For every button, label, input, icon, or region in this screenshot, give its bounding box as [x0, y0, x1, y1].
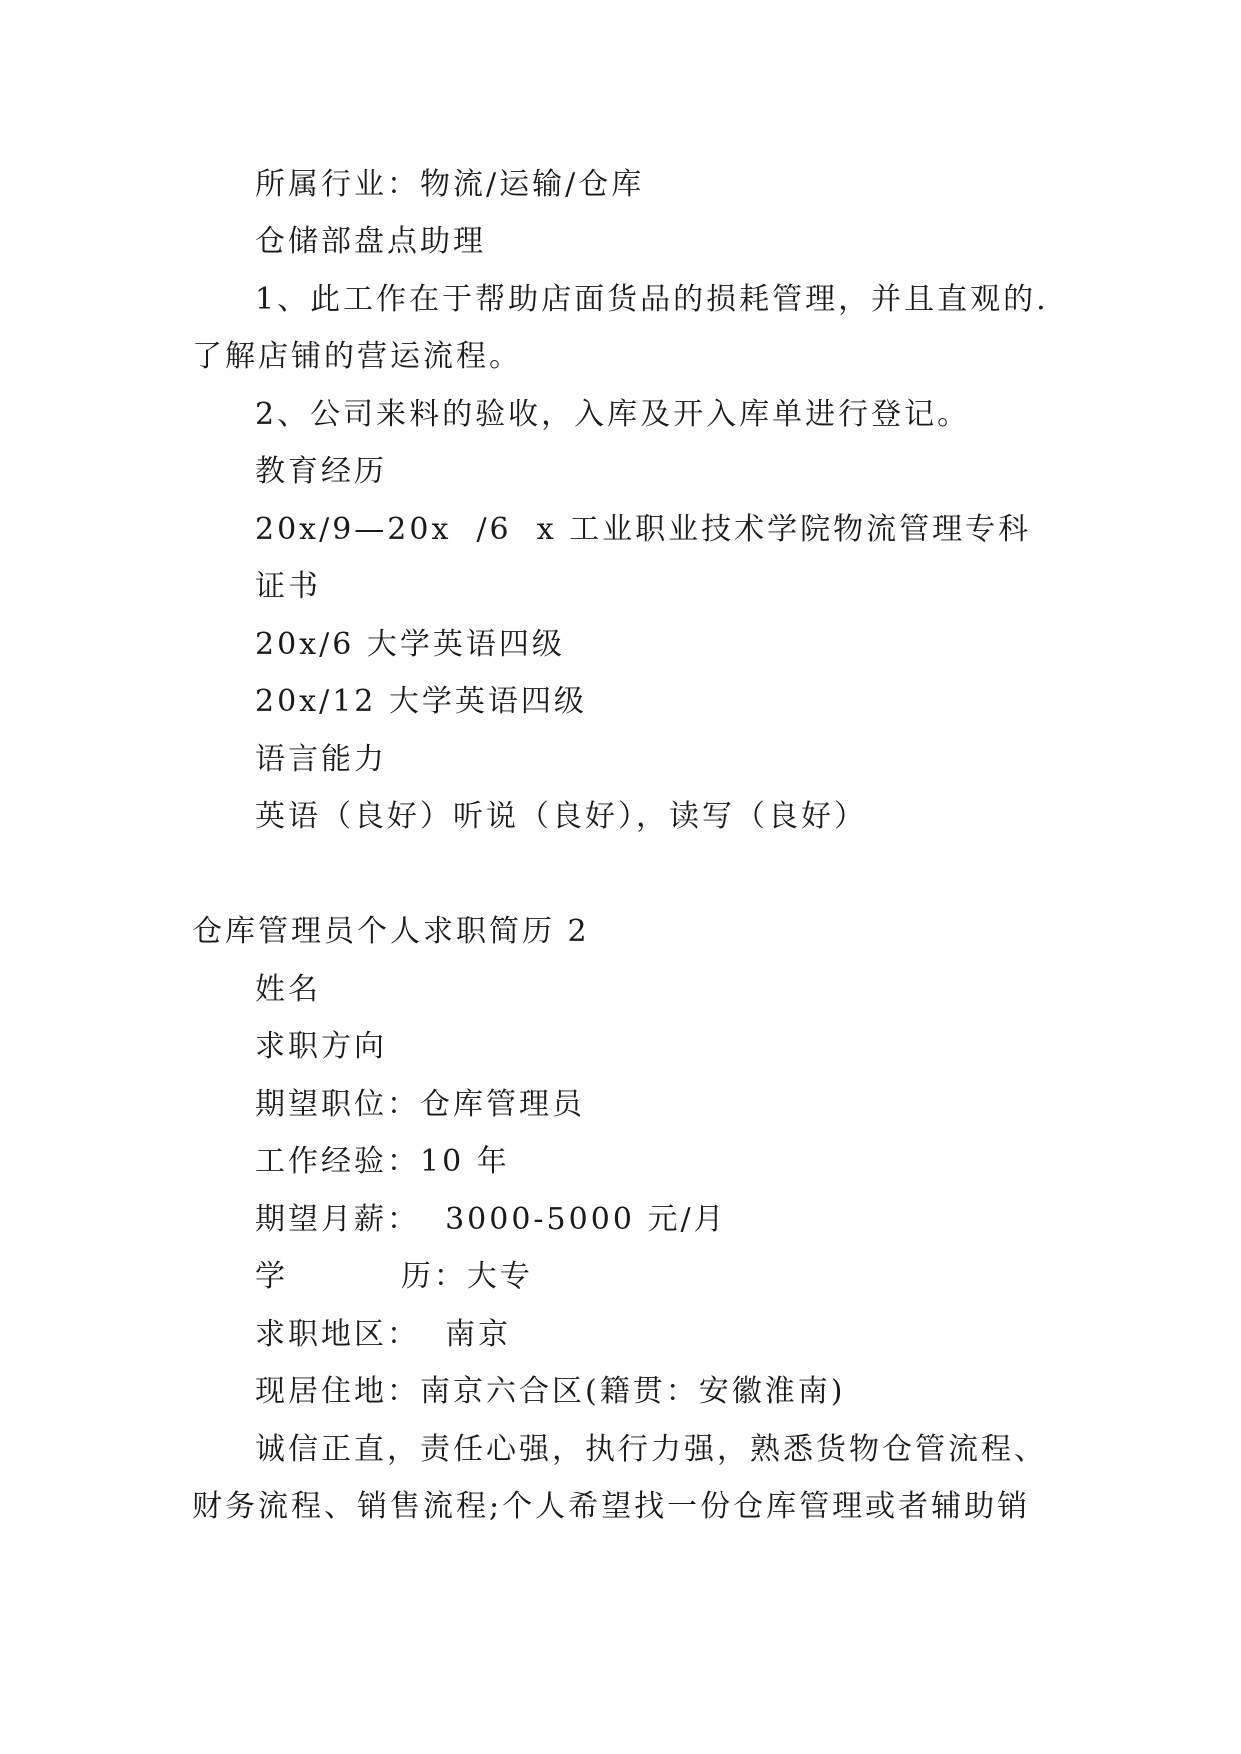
education-heading: 教育经历 [255, 454, 387, 489]
summary-line-1: 诚信正直，责任心强，执行力强，熟悉货物仓管流程、 [255, 1432, 1047, 1467]
summary-line-2: 财务流程、销售流程;个人希望找一份仓库管理或者辅助销 [192, 1489, 1031, 1524]
position-title: 仓储部盘点助理 [255, 224, 486, 259]
certificate-heading: 证书 [255, 569, 321, 604]
resume-2-title: 仓库管理员个人求职简历 2 [192, 914, 590, 949]
duty-1-line-1: 1、此工作在于帮助店面货品的损耗管理，并且直观的. [255, 282, 1049, 317]
certificate-item-2: 20x/12 大学英语四级 [255, 684, 587, 719]
expected-salary: 期望月薪： 3000-5000 元/月 [255, 1202, 727, 1237]
language-heading: 语言能力 [255, 742, 387, 777]
job-region: 求职地区： 南京 [255, 1317, 512, 1352]
duty-2: 2、公司来料的验收，入库及开入库单进行登记。 [255, 397, 971, 432]
job-intent-heading: 求职方向 [255, 1029, 387, 1064]
education-level: 学 历：大专 [255, 1259, 533, 1294]
duty-1-line-2: 了解店铺的营运流程。 [192, 339, 522, 374]
industry-line: 所属行业：物流/运输/仓库 [255, 167, 645, 202]
expected-position: 期望职位：仓库管理员 [255, 1087, 585, 1122]
education-item: 20x/9—20x /6 x 工业职业技术学院物流管理专科 [255, 512, 1032, 547]
name-label: 姓名 [255, 972, 321, 1007]
work-experience: 工作经验：10 年 [255, 1144, 510, 1179]
certificate-item-1: 20x/6 大学英语四级 [255, 627, 565, 662]
residence: 现居住地：南京六合区(籍贯：安徽淮南) [255, 1374, 846, 1409]
language-item: 英语（良好）听说（良好），读写（良好） [255, 799, 867, 834]
